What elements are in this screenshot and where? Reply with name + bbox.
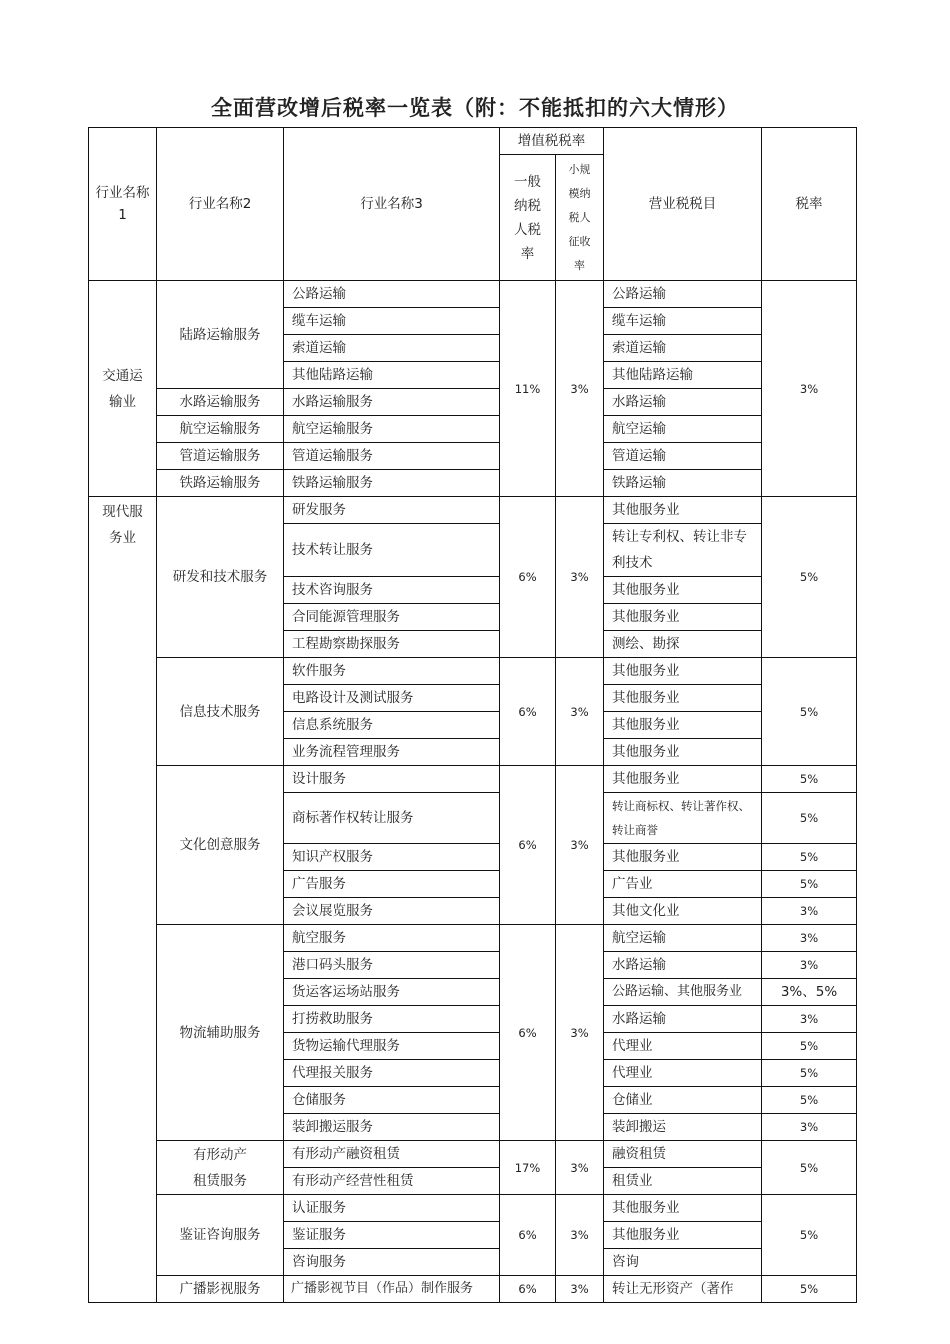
page-title: 全面营改增后税率一览表（附：不能抵扣的六大情形）: [211, 96, 739, 120]
sub-logistics: 物流辅助服务: [157, 925, 284, 1141]
table-cell-item: 电路设计及测试服务: [284, 685, 500, 712]
rate-media: 5%: [762, 1276, 857, 1303]
table-cell-item: 广告服务: [284, 871, 500, 898]
table-cell-bt: 其他服务业: [604, 604, 762, 631]
table-cell-item: 装卸搬运服务: [284, 1114, 500, 1141]
table-cell-bt: 航空运输: [604, 925, 762, 952]
table-cell-rate: 5%: [762, 1087, 857, 1114]
table-cell-item: 广播影视节目（作品）制作服务: [284, 1276, 500, 1303]
header-col1: 行业名称1: [89, 128, 157, 281]
table-cell-bt: 其他服务业: [604, 739, 762, 766]
table-cell-item: 知识产权服务: [284, 844, 500, 871]
table-cell-bt: 索道运输: [604, 335, 762, 362]
table-cell-rate: 5%: [762, 871, 857, 898]
table-cell-bt: 水路运输: [604, 389, 762, 416]
table-cell-bt: 其他服务业: [604, 844, 762, 871]
table-cell-bt: 代理业: [604, 1060, 762, 1087]
table-cell-item: 会议展览服务: [284, 898, 500, 925]
vat-general-lease: 17%: [500, 1141, 556, 1195]
table-cell-bt: 广告业: [604, 871, 762, 898]
table-cell-bt: 其他服务业: [604, 658, 762, 685]
table-cell-bt: 公路运输: [604, 281, 762, 308]
table-cell-bt: 其他服务业: [604, 577, 762, 604]
table-cell-rate: 3%、5%: [762, 979, 857, 1006]
sector-modern-services: 现代服务业: [89, 497, 157, 1303]
vat-general-culture: 6%: [500, 766, 556, 925]
vat-small-culture: 3%: [556, 766, 604, 925]
table-cell-item: 鉴证服务: [284, 1222, 500, 1249]
vat-general-media: 6%: [500, 1276, 556, 1303]
table-cell-rate: 5%: [762, 844, 857, 871]
table-cell-rate: 5%: [762, 1060, 857, 1087]
table-cell-bt: 融资租赁: [604, 1141, 762, 1168]
vat-general-logistics: 6%: [500, 925, 556, 1141]
table-cell-bt: 仓储业: [604, 1087, 762, 1114]
table-cell-rate: 3%: [762, 898, 857, 925]
header-general-rate: 一般纳税人税率: [500, 155, 556, 281]
sub-tangible-lease: 有形动产租赁服务: [157, 1141, 284, 1195]
table-cell-bt: 缆车运输: [604, 308, 762, 335]
sub-assurance-consulting: 鉴证咨询服务: [157, 1195, 284, 1276]
table-cell-item: 设计服务: [284, 766, 500, 793]
table-cell-bt: 代理业: [604, 1033, 762, 1060]
table-cell-item: 技术咨询服务: [284, 577, 500, 604]
sub-rail-transport: 铁路运输服务: [157, 470, 284, 497]
table-cell-rate: 5%: [762, 1033, 857, 1060]
table-cell-bt: 公路运输、其他服务业: [604, 979, 762, 1006]
table-cell-bt: 航空运输: [604, 416, 762, 443]
table-cell-item: 商标著作权转让服务: [284, 793, 500, 844]
table-cell-rate: 5%: [762, 766, 857, 793]
vat-small-transport: 3%: [556, 281, 604, 497]
table-cell-bt: 水路运输: [604, 952, 762, 979]
table-cell-item: 水路运输服务: [284, 389, 500, 416]
sub-broadcast-film: 广播影视服务: [157, 1276, 284, 1303]
vat-small-logistics: 3%: [556, 925, 604, 1141]
table-cell-item: 咨询服务: [284, 1249, 500, 1276]
table-cell-bt: 转让专利权、转让非专利技术: [604, 524, 762, 577]
table-cell-bt: 其他文化业: [604, 898, 762, 925]
sub-culture-creative: 文化创意服务: [157, 766, 284, 925]
table-cell-item: 货运客运场站服务: [284, 979, 500, 1006]
vat-small-rd: 3%: [556, 497, 604, 658]
table-cell-item: 铁路运输服务: [284, 470, 500, 497]
table-cell-item: 有形动产经营性租赁: [284, 1168, 500, 1195]
table-cell-rate: 3%: [762, 925, 857, 952]
header-col2: 行业名称2: [157, 128, 284, 281]
table-cell-item: 软件服务: [284, 658, 500, 685]
header-rate: 税率: [762, 128, 857, 281]
table-cell-bt: 其他服务业: [604, 685, 762, 712]
table-cell-item: 索道运输: [284, 335, 500, 362]
rate-consult: 5%: [762, 1195, 857, 1276]
table-cell-bt: 其他陆路运输: [604, 362, 762, 389]
table-cell-item: 合同能源管理服务: [284, 604, 500, 631]
sub-pipe-transport: 管道运输服务: [157, 443, 284, 470]
vat-general-transport: 11%: [500, 281, 556, 497]
table-cell-bt: 转让无形资产（著作: [604, 1276, 762, 1303]
table-cell-item: 航空运输服务: [284, 416, 500, 443]
table-cell-item: 技术转让服务: [284, 524, 500, 577]
table-cell-item: 仓储服务: [284, 1087, 500, 1114]
table-cell-bt: 测绘、勘探: [604, 631, 762, 658]
table-cell-item: 其他陆路运输: [284, 362, 500, 389]
vat-general-it: 6%: [500, 658, 556, 766]
header-col3: 行业名称3: [284, 128, 500, 281]
table-cell-rate: 3%: [762, 952, 857, 979]
table-cell-item: 公路运输: [284, 281, 500, 308]
table-cell-bt: 转让商标权、转让著作权、转让商誉: [604, 793, 762, 844]
vat-general-rd: 6%: [500, 497, 556, 658]
sub-land-transport: 陆路运输服务: [157, 281, 284, 389]
table-cell-item: 代理报关服务: [284, 1060, 500, 1087]
rate-rd: 5%: [762, 497, 857, 658]
table-cell-item: 信息系统服务: [284, 712, 500, 739]
vat-small-it: 3%: [556, 658, 604, 766]
table-cell-bt: 咨询: [604, 1249, 762, 1276]
table-cell-bt: 其他服务业: [604, 712, 762, 739]
table-cell-item: 货物运输代理服务: [284, 1033, 500, 1060]
rate-it: 5%: [762, 658, 857, 766]
table-cell-bt: 其他服务业: [604, 1195, 762, 1222]
header-small-rate: 小规模纳税人征收率: [556, 155, 604, 281]
table-cell-item: 缆车运输: [284, 308, 500, 335]
table-cell-item: 管道运输服务: [284, 443, 500, 470]
table-cell-bt: 其他服务业: [604, 497, 762, 524]
sub-water-transport: 水路运输服务: [157, 389, 284, 416]
table-cell-item: 工程勘察勘探服务: [284, 631, 500, 658]
vat-general-consult: 6%: [500, 1195, 556, 1276]
table-cell-rate: 3%: [762, 1114, 857, 1141]
table-cell-item: 有形动产融资租赁: [284, 1141, 500, 1168]
table-cell-bt: 其他服务业: [604, 766, 762, 793]
table-cell-item: 港口码头服务: [284, 952, 500, 979]
header-bt-item: 营业税税目: [604, 128, 762, 281]
sub-it-services: 信息技术服务: [157, 658, 284, 766]
vat-small-lease: 3%: [556, 1141, 604, 1195]
sub-rd-tech: 研发和技术服务: [157, 497, 284, 658]
header-vat-group: 增值税税率: [500, 128, 604, 155]
table-cell-item: 航空服务: [284, 925, 500, 952]
table-cell-bt: 装卸搬运: [604, 1114, 762, 1141]
tax-rate-table: [88, 127, 857, 1303]
table-cell-rate: 5%: [762, 793, 857, 844]
table-cell-item: 业务流程管理服务: [284, 739, 500, 766]
sector-transport: 交通运输业: [89, 281, 157, 497]
rate-lease: 5%: [762, 1141, 857, 1195]
table-cell-bt: 租赁业: [604, 1168, 762, 1195]
rate-transport: 3%: [762, 281, 857, 497]
table-cell-rate: 3%: [762, 1006, 857, 1033]
table-cell-bt: 水路运输: [604, 1006, 762, 1033]
table-cell-item: 打捞救助服务: [284, 1006, 500, 1033]
vat-small-media: 3%: [556, 1276, 604, 1303]
table-cell-bt: 管道运输: [604, 443, 762, 470]
sub-air-transport: 航空运输服务: [157, 416, 284, 443]
table-cell-item: 研发服务: [284, 497, 500, 524]
table-cell-item: 认证服务: [284, 1195, 500, 1222]
vat-small-consult: 3%: [556, 1195, 604, 1276]
table-cell-bt: 其他服务业: [604, 1222, 762, 1249]
table-cell-bt: 铁路运输: [604, 470, 762, 497]
